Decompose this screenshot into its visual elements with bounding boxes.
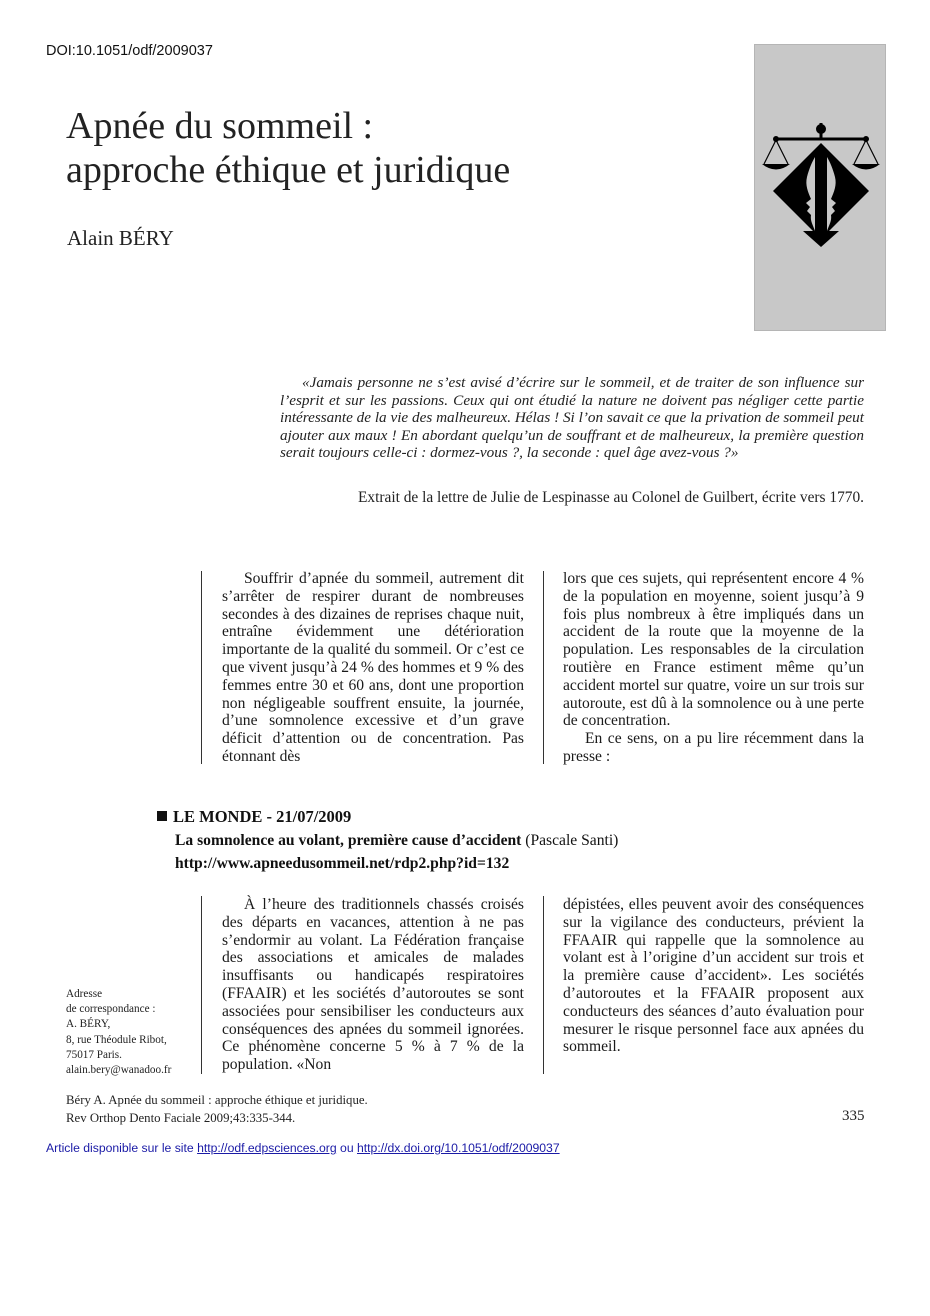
correspondence-line: 75017 Paris. [66, 1048, 122, 1061]
press-article-author: (Pascale Santi) [525, 832, 619, 849]
title-line-2: approche éthique et juridique [66, 149, 511, 191]
press-column-left [222, 896, 524, 1074]
press-article-headline: La somnolence au volant, première cause d’accident [175, 832, 522, 849]
correspondence-line: A. BÉRY, [66, 1018, 111, 1031]
correspondence-line: de correspondance : [66, 1003, 156, 1016]
square-bullet-icon [157, 811, 167, 821]
article-title [66, 104, 510, 192]
availability-prefix: Article disponible sur le site [46, 1141, 194, 1155]
column-rule-middle [543, 571, 544, 764]
epigraph-quote: «Jamais personne ne s’est avisé d’écrire sur le sommeil, et de traiter de son influence sur l’esprit et sur les passions. Ceux qui ont étudié la nature ne doivent pas négliger cette partie intéressante de la vie des malheureux. Hélas ! Si l’on savait ce que la privation de sommeil peut ajouter aux maux ! En abordant quelqu’un de souffrant et de malheureux, la première question serait toujours celle-ci : dormez-vous ?, la seconde : quel âge avez-vous ?» [280, 374, 864, 461]
title-line-1: Apnée du sommeil : [66, 105, 374, 147]
correspondence-line: 8, rue Théodule Ribot, [66, 1033, 167, 1046]
citation-line-1: Béry A. Apnée du sommeil : approche éthique et juridique. [66, 1093, 368, 1107]
doi-link[interactable]: http://dx.doi.org/10.1051/odf/2009037 [357, 1141, 560, 1155]
intro-column-right [563, 570, 864, 766]
press-article-url[interactable]: http://www.apneedusommeil.net/rdp2.php?id=132 [175, 855, 510, 872]
edpsciences-link[interactable]: http://odf.edpsciences.org [197, 1141, 337, 1155]
page-number: 335 [842, 1108, 865, 1124]
column-rule-left [201, 571, 202, 764]
section-heading [157, 807, 351, 827]
citation-line-2: Rev Orthop Dento Faciale 2009;43:335-344. [66, 1111, 296, 1125]
intro-column-left [222, 570, 524, 766]
availability-or: ou [340, 1141, 354, 1155]
correspondence-address [66, 987, 171, 1078]
intro-paragraph-right-1: lors que ces sujets, qui représentent encore 4 % de la population en moyenne, soient jusqu’à 9 fois plus nombreux à être impliqués dans un accident de la route que la moyenne de la population. Les responsables de la circulation routière en France estiment même qu’un accident mortel sur quatre, voire un sur trois sur autoroute, est dû à la somnolence ou à une perte de concentration. [563, 570, 864, 730]
intro-paragraph-left: Souffrir d’apnée du sommeil, autrement dit s’arrêter de respirer durant de nombreuses secondes à des dizaines de reprises chaque nuit, entraîne évidemment une détérioration importante de la qualité du sommeil. Or c’est ce que vivent jusqu’à 24 % des hommes et 9 % des femmes entre 30 et 60 ans, dont une proportion non négligeable souffrent ensuite, la journée, d’une somnolence excessive et d’un grave déficit d’attention ou de concentration. Pas étonnant dès [222, 570, 524, 765]
scales-of-justice-icon [755, 45, 885, 330]
citation-footer [66, 1091, 368, 1127]
epigraph-source: Extrait de la lettre de Julie de Lespinasse au Colonel de Guilbert, écrite vers 1770. [357, 489, 864, 506]
column-rule-middle-2 [543, 896, 544, 1074]
correspondence-line: Adresse [66, 988, 103, 1000]
section-heading-text: LE MONDE - 21/07/2009 [173, 807, 352, 826]
press-paragraph-right: dépistées, elles peuvent avoir des conséquences sur la vigilance des conducteurs, prévient la FFAAIR qui rappelle que la somnolence au volant est à l’origine d’un accident sur trois et la première cause d’accident». Les sociétés d’autoroutes et la FFAAIR proposent aux conducteurs des séances d’auto évaluation pour mesurer le risque personnel face aux apnées du sommeil. [563, 896, 864, 1056]
press-column-right [563, 896, 864, 1056]
availability-notice [46, 1141, 560, 1155]
intro-paragraph-right-2: En ce sens, on a pu lire récemment dans la presse : [563, 730, 864, 765]
column-rule-left-2 [201, 896, 202, 1074]
correspondence-email: alain.bery@wanadoo.fr [66, 1064, 172, 1077]
press-paragraph-left: À l’heure des traditionnels chassés croisés des départs en vacances, attention à ne pas s’endormir au volant. La Fédération française des associations et amicales de malades insuffisants ou handicapés respiratoires (FFAAIR) et les sociétés d’autoroutes se sont associées pour sensibiliser les conducteurs aux conséquences des apnées du sommeil ignorées. Ce phénomène concerne 5 % à 7 % de la population. «Non [222, 896, 524, 1074]
journal-logo-panel [754, 44, 886, 331]
press-article-title [175, 832, 618, 850]
doi-header: DOI:10.1051/odf/2009037 [46, 43, 213, 59]
author-name: Alain BÉRY [67, 226, 174, 250]
